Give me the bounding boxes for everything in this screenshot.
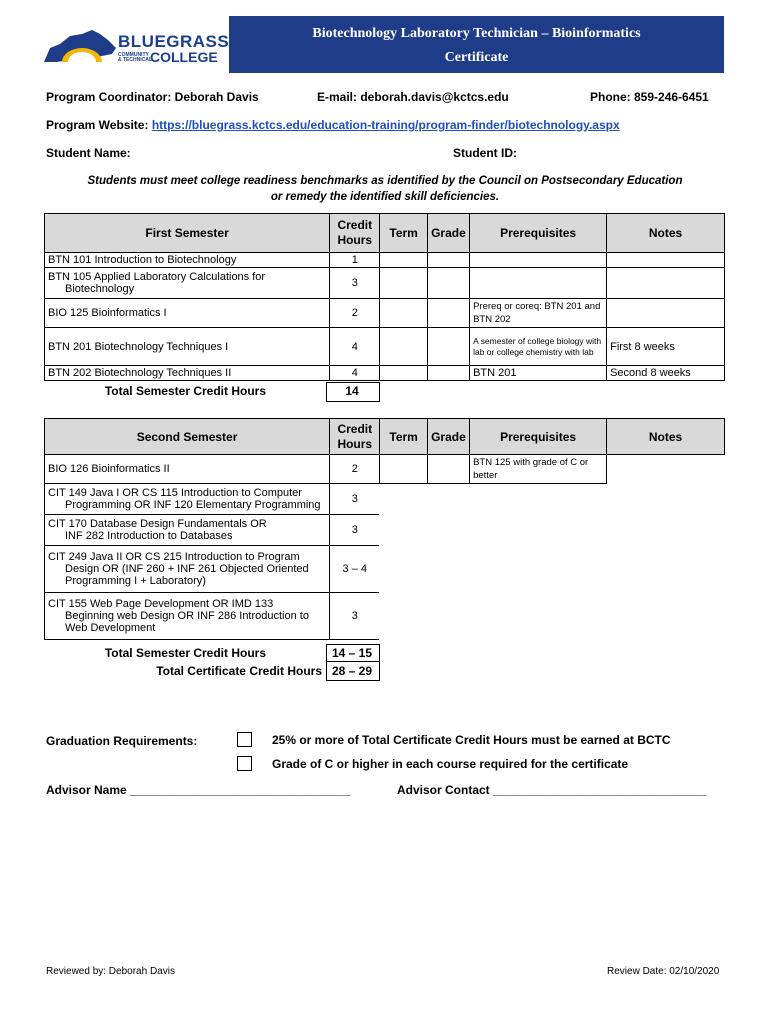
readiness-note: Students must meet college readiness benchmarks as identified by the Council on Postsecondary Education or remedy the identified skill deficiencies. [87, 175, 683, 203]
grade-header: Grade [427, 214, 469, 253]
table-row [45, 253, 725, 268]
course-name: BTN 105 Applied Laboratory Calculations for Biotechnology [45, 268, 330, 299]
table-row [45, 455, 725, 484]
grade-cell[interactable] [427, 366, 469, 381]
document-title [229, 16, 724, 73]
table-row [45, 366, 725, 381]
website-link[interactable]: https://bluegrass.kctcs.edu/education-training/program-finder/biotechnology.aspx [151, 118, 620, 132]
advisor-contact-label: Advisor Contact [397, 783, 490, 797]
title-line-2: Certificate [444, 50, 509, 65]
course-name: BTN 202 Biotechnology Techniques II [45, 366, 330, 381]
advisor-contact-field[interactable]: ________________________________ [493, 783, 707, 797]
title-line-1: Biotechnology Laboratory Technician – Bioinformatics [312, 26, 641, 41]
course-name: CIT 249 Java II OR CS 215 Introduction to Program Design OR (INF 260 + INF 261 Objected Oriented Programming I + Laboratory) [45, 546, 330, 593]
reviewed-by: Reviewed by: Deborah Davis [46, 966, 175, 977]
requirement-2-checkbox[interactable] [237, 756, 252, 771]
first-semester-table [44, 213, 725, 381]
term-header: Term [380, 214, 427, 253]
course-name: BTN 101 Introduction to Biotechnology [45, 253, 330, 268]
notes-cell: First 8 weeks [607, 328, 725, 366]
first-semester-header-row [45, 214, 725, 253]
program-coordinator: Program Coordinator: Deborah Davis [46, 90, 259, 104]
table-row [45, 328, 725, 366]
course-name: BIO 126 Bioinformatics II [45, 455, 330, 484]
term-cell[interactable] [380, 328, 427, 366]
grade-cell[interactable] [427, 253, 469, 268]
kentucky-sunburst-icon [42, 26, 118, 66]
credit-hours: 3 [330, 484, 380, 515]
prerequisites-header: Prerequisites [470, 214, 607, 253]
grade-cell[interactable] [427, 299, 469, 328]
requirement-2-text: Grade of C or higher in each course required for the certificate [272, 757, 629, 771]
prereq-cell: Prereq or coreq: BTN 201 and BTN 202 [470, 299, 607, 328]
second-semester-header-row [45, 419, 725, 455]
blank-area [379, 484, 729, 648]
table-row [45, 268, 725, 299]
grade-cell[interactable] [427, 328, 469, 366]
grade-cell[interactable] [427, 455, 469, 484]
certificate-total-label: Total Certificate Credit Hours [156, 664, 322, 678]
credit-hours: 3 [330, 515, 380, 546]
requirement-1-text: 25% or more of Total Certificate Credit Hours must be earned at BCTC [272, 733, 671, 747]
course-name: CIT 170 Database Design Fundamentals OR INF 282 Introduction to Databases [45, 515, 330, 546]
prereq-cell: BTN 125 with grade of C or better [470, 455, 607, 484]
certificate-total: 28 – 29 [331, 664, 373, 678]
first-semester-heading: First Semester [45, 214, 330, 253]
credit-hours: 3 [330, 268, 380, 299]
credit-hours-header: Credit Hours [330, 214, 380, 253]
prereq-cell [470, 253, 607, 268]
advisor-name-field[interactable]: _________________________________ [130, 783, 351, 797]
semester1-total-label: Total Semester Credit Hours [104, 384, 266, 398]
notes-cell: Second 8 weeks [607, 366, 725, 381]
student-id-label: Student ID: [453, 146, 517, 160]
term-cell[interactable] [380, 455, 427, 484]
advisor-name-row [46, 783, 350, 797]
prereq-cell: BTN 201 [470, 366, 607, 381]
total-divider [326, 661, 380, 662]
coordinator-phone: Phone: 859-246-6451 [590, 90, 709, 104]
coordinator-email[interactable]: E-mail: deborah.davis@kctcs.edu [317, 90, 509, 104]
review-date: Review Date: 02/10/2020 [607, 966, 720, 977]
notes-header: Notes [607, 419, 725, 455]
semester2-total-label: Total Semester Credit Hours [104, 646, 266, 660]
credit-hours: 2 [330, 299, 380, 328]
semester1-total: 14 [345, 384, 359, 398]
course-name: CIT 155 Web Page Development OR IMD 133 Beginning web Design OR INF 286 Introduction to Web Development [45, 593, 330, 640]
second-semester-heading: Second Semester [45, 419, 330, 455]
logo-small-text: COMMUNITY & TECHNICAL [118, 52, 152, 63]
logo-word-college: COLLEGE [150, 49, 218, 65]
notes-cell [607, 268, 725, 299]
program-website [46, 118, 620, 132]
term-cell[interactable] [380, 366, 427, 381]
credit-hours: 4 [330, 366, 380, 381]
notes-header: Notes [607, 214, 725, 253]
grade-header: Grade [427, 419, 469, 455]
credit-hours: 3 – 4 [330, 546, 380, 593]
course-name: BIO 125 Bioinformatics I [45, 299, 330, 328]
notes-cell [607, 299, 725, 328]
term-cell[interactable] [380, 268, 427, 299]
credit-hours-header: Credit Hours [330, 419, 380, 455]
term-header: Term [380, 419, 427, 455]
credit-hours: 2 [330, 455, 380, 484]
term-cell[interactable] [380, 299, 427, 328]
course-name: CIT 149 Java I OR CS 115 Introduction to Computer Programming OR INF 120 Elementary Programming [45, 484, 330, 515]
requirement-1-checkbox[interactable] [237, 732, 252, 747]
website-label: Program Website: [46, 118, 149, 132]
credit-hours: 4 [330, 328, 380, 366]
notes-cell [607, 253, 725, 268]
credit-hours: 1 [330, 253, 380, 268]
advisor-contact-row [397, 783, 707, 797]
graduation-requirements-label: Graduation Requirements: [46, 734, 198, 748]
prereq-cell [470, 268, 607, 299]
semester2-total: 14 – 15 [331, 646, 373, 660]
grade-cell[interactable] [427, 268, 469, 299]
course-name: BTN 201 Biotechnology Techniques I [45, 328, 330, 366]
logo-word-bluegrass: BLUEGRASS [118, 32, 230, 51]
prereq-cell: A semester of college biology with lab or college chemistry with lab [470, 328, 607, 366]
prerequisites-header: Prerequisites [470, 419, 607, 455]
advisor-name-label: Advisor Name [46, 783, 127, 797]
student-name-label: Student Name: [46, 146, 131, 160]
term-cell[interactable] [380, 253, 427, 268]
table-row [45, 299, 725, 328]
credit-hours: 3 [330, 593, 380, 640]
college-logo [42, 26, 230, 70]
